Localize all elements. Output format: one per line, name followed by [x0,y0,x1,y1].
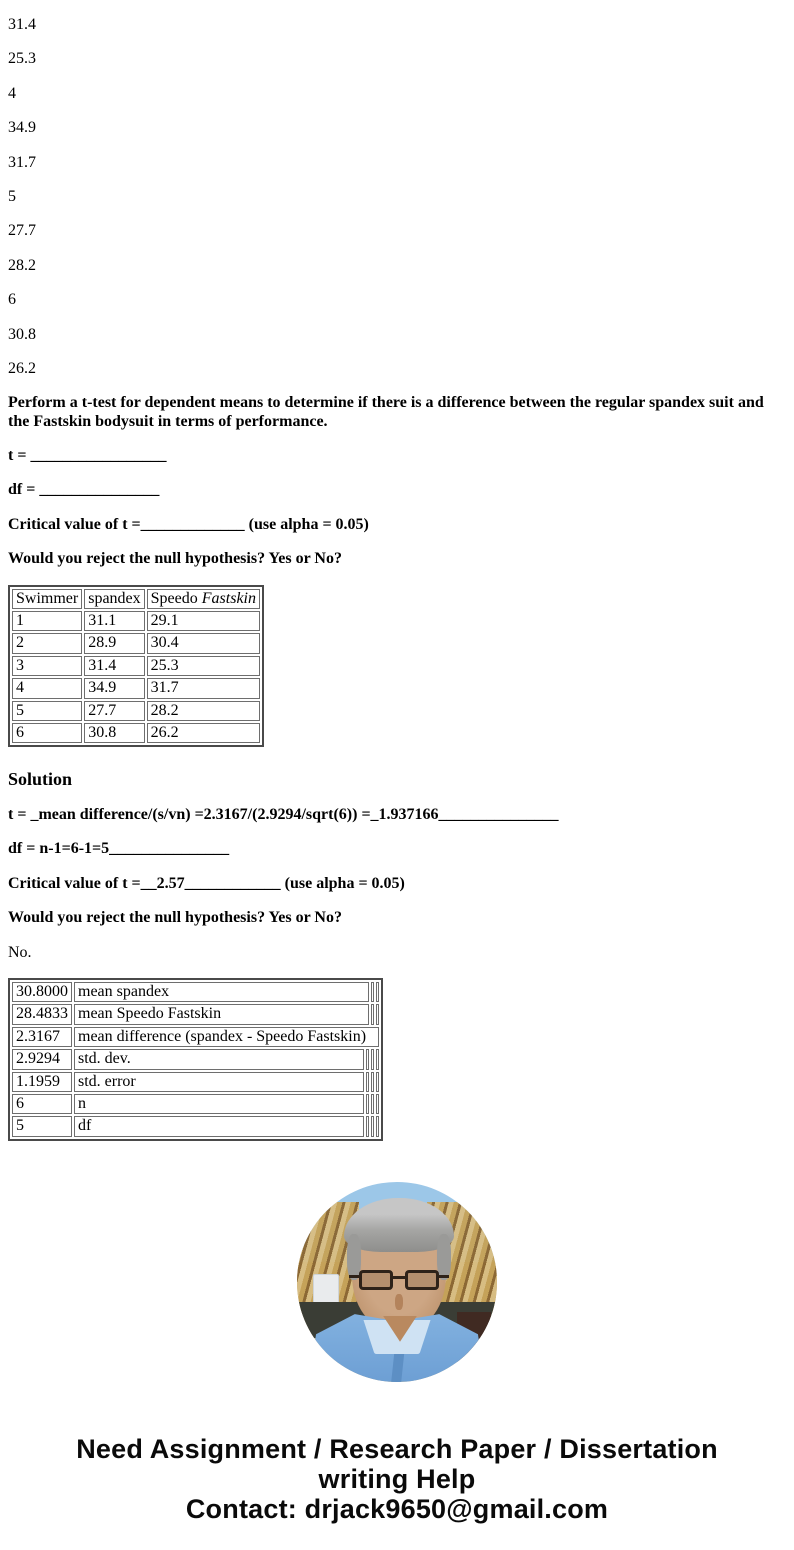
table-row [12,1027,379,1047]
empty-filler-cell [376,1116,379,1136]
nose [395,1294,403,1310]
data-value-line: 31.7 [8,153,36,171]
stat-value-cell: 2.3167 [12,1027,72,1047]
table-cell: 6 [12,723,82,743]
table-cell: 29.1 [147,611,260,631]
header-speedo-text: Speedo [150,589,202,607]
table-row [12,656,260,676]
table-cell: 27.7 [84,701,144,721]
instructor-avatar [297,1182,497,1382]
table-cell: 31.7 [147,678,260,698]
table-cell: 4 [12,678,82,698]
solution-heading: Solution [8,769,73,790]
stat-value-cell: 30.8000 [12,982,72,1002]
table-cell: 26.2 [147,723,260,743]
data-value-line: 6 [8,291,16,309]
stat-value-cell: 28.4833 [12,1004,72,1024]
solution-t-line: t = _mean difference/(s/vn) =2.3167/(2.9294/sqrt(6)) =_1.937166_______________ [8,806,559,824]
empty-filler-cell [366,1094,369,1114]
data-value-line: 25.3 [8,50,36,68]
table-cell: 30.8 [84,723,144,743]
summary-statistics-table [8,978,383,1141]
t-blank-line: t = _________________ [8,447,167,465]
stat-label-cell: mean Speedo Fastskin [74,1004,369,1024]
table-row [12,982,379,1002]
page-root [8,16,786,1524]
stat-value-cell: 2.9294 [12,1049,72,1069]
glasses-bridge [391,1276,407,1279]
table-cell: 30.4 [147,633,260,653]
table-row [12,1049,379,1069]
solution-section [8,769,786,1140]
table-row [12,701,260,721]
banner-contact-email: Contact: drjack9650@gmail.com [185,1493,609,1524]
table-cell: 31.1 [84,611,144,631]
banner-line-2: writing Help [318,1463,476,1494]
stat-label-cell: std. dev. [74,1049,364,1069]
table-cell: 2 [12,633,82,653]
data-value-line: 28.2 [8,256,36,274]
question-section [8,394,786,747]
data-value-line: 27.7 [8,222,36,240]
stat-label-cell: std. error [74,1072,364,1092]
empty-filler-cell [371,1116,374,1136]
swimmer-data-table [8,585,264,748]
glasses-lens [359,1270,393,1290]
table-row [12,1116,379,1136]
header-spandex: spandex [84,589,144,609]
glasses-lens [405,1270,439,1290]
solution-df-line: df = n-1=6-1=5_______________ [8,840,230,858]
question-prompt: Perform a t-test for dependent means to determine if there is a difference between the regular spandex suit and the Fastskin bodysuit in terms of performance. [8,394,764,430]
header-speedo-fastskin [147,589,260,609]
empty-filler-cell [371,982,374,1002]
empty-filler-cell [371,1004,374,1024]
data-value-line: 4 [8,84,16,102]
data-value-line: 31.4 [8,16,36,33]
empty-filler-cell [371,1072,374,1092]
table-header-row [12,589,260,609]
table-row [12,1094,379,1114]
empty-filler-cell [376,1004,379,1024]
data-value-line: 26.2 [8,359,36,377]
empty-filler-cell [376,1094,379,1114]
help-banner [8,1434,786,1524]
df-blank-line: df = _______________ [8,481,160,499]
stat-label-cell: n [74,1094,364,1114]
stat-label-cell: mean spandex [74,982,369,1002]
table-cell: 34.9 [84,678,144,698]
solution-reject-question: Would you reject the null hypothesis? Yes or No? [8,909,342,927]
banner-line-1: Need Assignment / Research Paper / Dissertation [76,1433,718,1464]
hair-side [437,1234,451,1280]
header-fastskin-italic: Fastskin [201,589,256,607]
reject-null-question: Would you reject the null hypothesis? Yes or No? [8,550,342,568]
table-row [12,633,260,653]
stat-label-cell: df [74,1116,364,1136]
table-cell: 31.4 [84,656,144,676]
empty-filler-cell [371,1049,374,1069]
stat-value-cell: 1.1959 [12,1072,72,1092]
empty-filler-cell [366,1116,369,1136]
stat-value-cell: 6 [12,1094,72,1114]
empty-filler-cell [366,1049,369,1069]
table-cell: 3 [12,656,82,676]
stat-value-cell: 5 [12,1116,72,1136]
table-cell: 25.3 [147,656,260,676]
table-cell: 28.9 [84,633,144,653]
empty-filler-cell [371,1094,374,1114]
empty-filler-cell [376,1072,379,1092]
empty-filler-cell [376,982,379,1002]
instructor-photo [297,1182,497,1382]
table-row [12,723,260,743]
solution-answer: No. [8,943,32,961]
table-row [12,678,260,698]
empty-filler-cell [366,1072,369,1092]
stray-data-values [8,16,786,378]
table-row [12,611,260,631]
critical-value-blank-line: Critical value of t =_____________ (use alpha = 0.05) [8,515,369,533]
data-value-line: 30.8 [8,325,36,343]
table-row [12,1072,379,1092]
header-swimmer: Swimmer [12,589,82,609]
table-cell: 1 [12,611,82,631]
data-value-line: 34.9 [8,119,36,137]
solution-critical-line: Critical value of t =__2.57____________ (use alpha = 0.05) [8,874,405,892]
table-cell: 28.2 [147,701,260,721]
data-value-line: 5 [8,187,16,205]
stat-label-cell: mean difference (spandex - Speedo Fastskin) [74,1027,379,1047]
table-row [12,1004,379,1024]
table-cell: 5 [12,701,82,721]
empty-filler-cell [376,1049,379,1069]
